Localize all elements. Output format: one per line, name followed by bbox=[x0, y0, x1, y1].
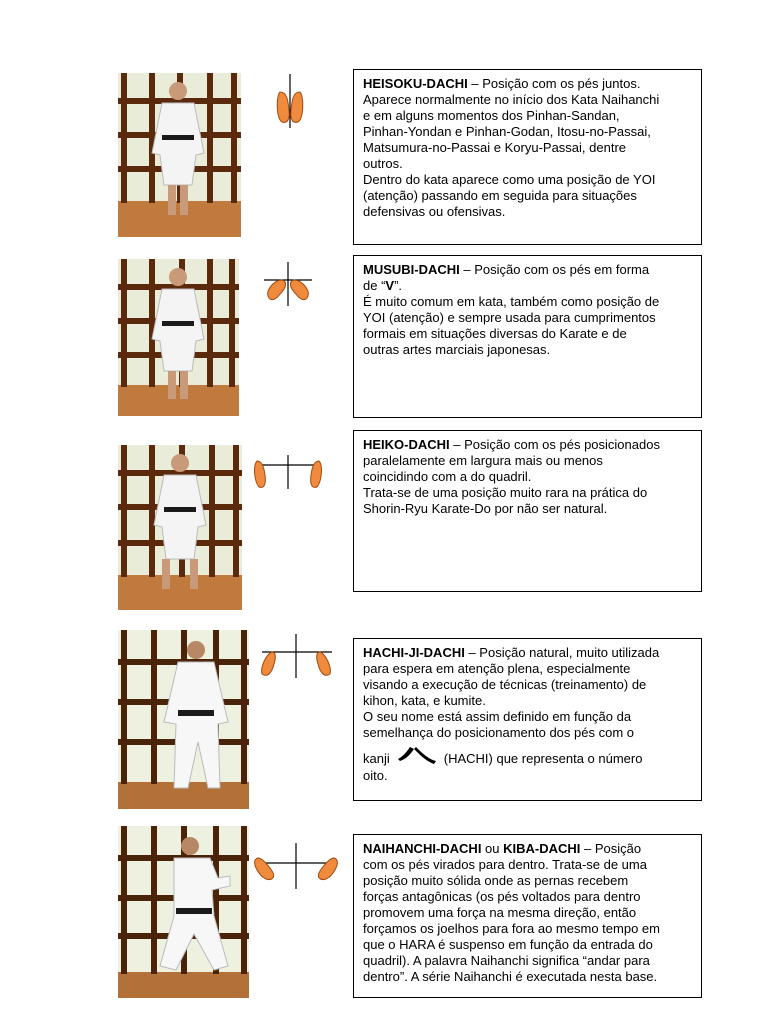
heisoku-feet-diagram bbox=[268, 74, 318, 130]
heiko-dachi-photo bbox=[118, 445, 242, 610]
heiko-dachi-description: HEIKO-DACHI – Posição com os pés posicionados paralelamente em largura mais ou menos coincidindo com a do quadril. Trata-se de uma posição muito rara na prática do Shorin-Ryu Karate-Do por não ser natural. bbox=[353, 430, 702, 592]
musubi-feet-diagram bbox=[262, 262, 314, 308]
naihanchi-dachi-description: NAIHANCHI-DACHI ou KIBA-DACHI – Posição com os pés virados para dentro. Trata-se de uma posição muito sólida onde as pernas recebem forças antagônicas (os pés voltados para dentro promovem uma força na mesma direção, então forçamos os joelhos para fora ao mesmo tempo em que o HARA é suspenso em função da entrada do quadril). A palavra Naihanchi significa “andar para dentro”. A série Naihanchi é executada nesta base. bbox=[353, 834, 702, 998]
heisoku-dachi-photo bbox=[118, 73, 241, 237]
musubi-dachi-photo bbox=[118, 259, 239, 416]
naihanchi-dachi-photo bbox=[118, 826, 249, 998]
stance-name: HEISOKU-DACHI bbox=[363, 76, 468, 91]
hachiji-dachi-description: HACHI-JI-DACHI – Posição natural, muito utilizada para espera em atenção plena, especialmente visando a execução de técnicas (treinamento) de kihon, kata, e kumite. O seu nome está assim definido em função da semelhança do posicionamento dos pés com o kanji (HACHI) que representa o número oito. bbox=[353, 638, 702, 801]
hachiji-feet-diagram bbox=[256, 634, 336, 680]
stance-name-alt: KIBA-DACHI bbox=[503, 841, 581, 856]
hachiji-dachi-photo bbox=[118, 630, 249, 809]
heiko-feet-diagram bbox=[250, 455, 326, 491]
stance-name: NAIHANCHI-DACHI bbox=[363, 841, 482, 856]
musubi-dachi-description: MUSUBI-DACHI – Posição com os pés em forma de “V”. É muito comum em kata, também como posição de YOI (atenção) e sempre usada para cumprimentos formais em situações diversas do Karate e de outras artes marciais japonesas. bbox=[353, 255, 702, 418]
stance-name: MUSUBI-DACHI bbox=[363, 262, 460, 277]
heisoku-dachi-description: HEISOKU-DACHI – Posição com os pés juntos. Aparece normalmente no início dos Kata Naihanchi e em alguns momentos dos Pinhan-Sandan, Pinhan-Yondan e Pinhan-Godan, Itosu-no-Passai, Matsumura-no-Passai e Koryu-Passai, dentre outros. Dentro do kata aparece como uma posição de YOI (atenção) passando em seguida para situações defensivas ou ofensivas. bbox=[353, 69, 702, 245]
hachi-kanji-icon bbox=[396, 745, 438, 765]
naihanchi-feet-diagram bbox=[250, 843, 342, 889]
stance-name: HEIKO-DACHI bbox=[363, 437, 450, 452]
stance-name: HACHI-JI-DACHI bbox=[363, 645, 465, 660]
